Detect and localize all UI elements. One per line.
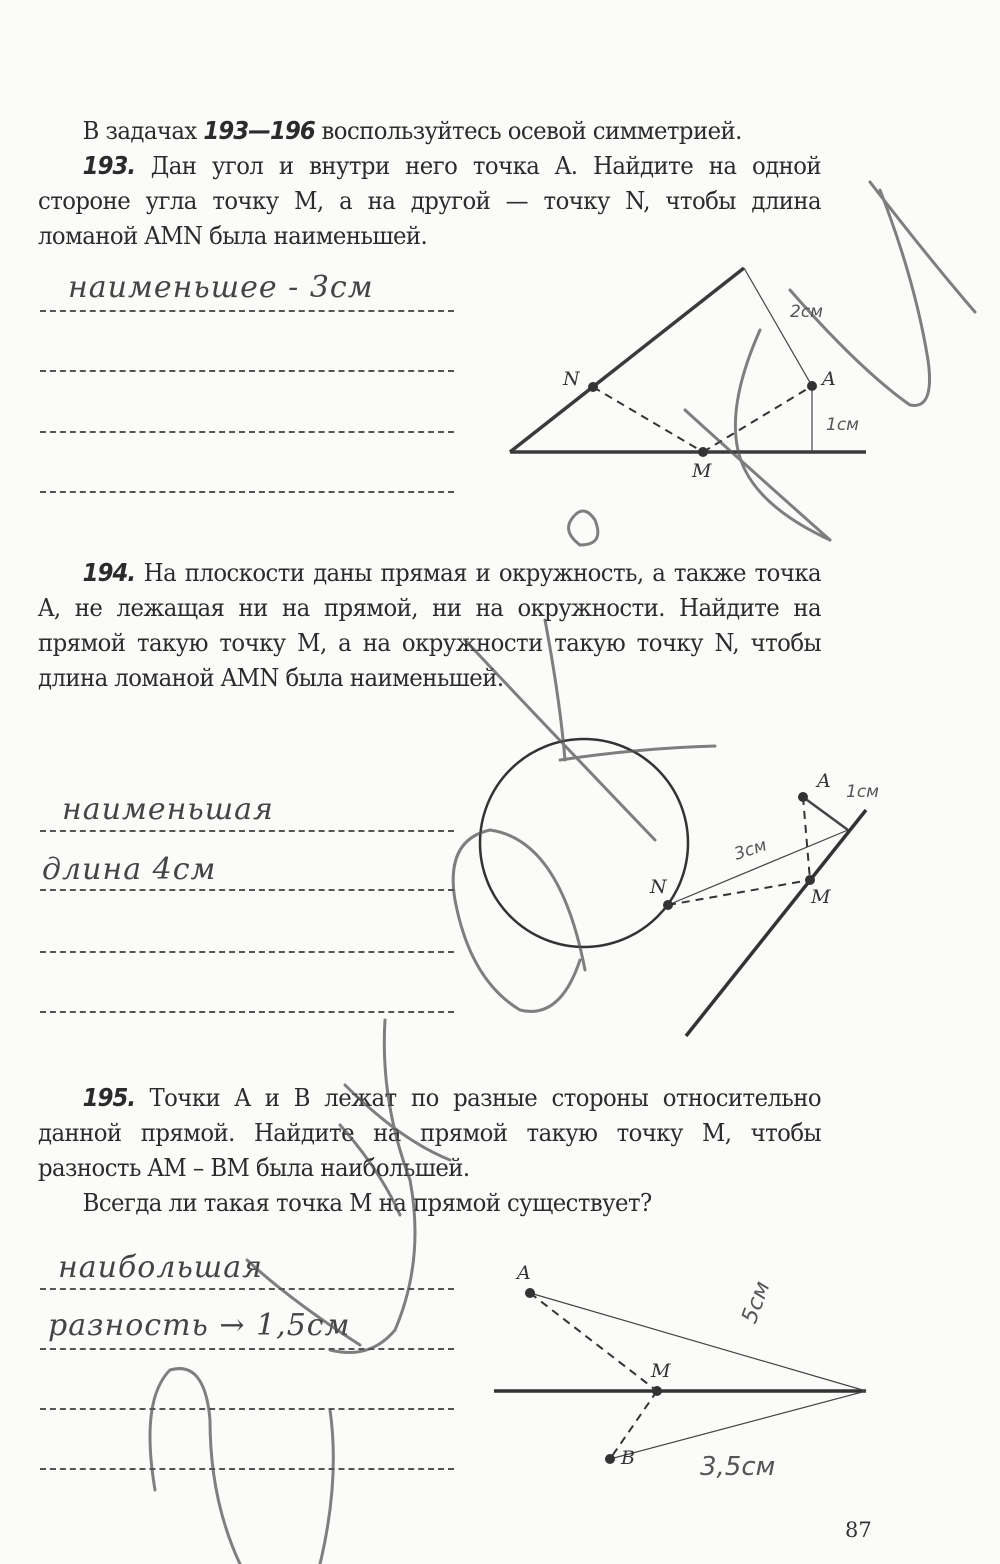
handwritten-answer: длина 4см bbox=[42, 852, 217, 887]
note-5cm: 5см bbox=[737, 1278, 776, 1327]
problem-text: Дан угол и внутри него точка A. Найдите на одной стороне угла точку M, а на другой — точку N, чтобы длина ломаной AMN была наименьшей. bbox=[38, 151, 822, 250]
problem-text: Точки A и B лежат по разные стороны относительно данной прямой. Найдите на прямой такую точку M, чтобы разность AM – BM была наибольшей. bbox=[38, 1083, 822, 1182]
problem-195-question: Всегда ли такая точка M на прямой существует? bbox=[82, 1188, 652, 1217]
note-3cm: 3см bbox=[731, 835, 770, 865]
handwritten-answer: наибольшая bbox=[58, 1250, 263, 1285]
handwritten-answer: разность → 1,5см bbox=[48, 1308, 351, 1343]
label-B: B bbox=[621, 1447, 635, 1469]
label-N: N bbox=[650, 876, 667, 898]
label-A: A bbox=[817, 770, 831, 792]
note-3-5cm: 3,5см bbox=[700, 1452, 776, 1482]
page-number: 87 bbox=[845, 1518, 872, 1542]
label-A: A bbox=[517, 1262, 531, 1284]
label-M: M bbox=[811, 886, 831, 908]
note-1cm: 1см bbox=[826, 415, 859, 435]
label-M: M bbox=[651, 1360, 671, 1382]
problem-number: 194. bbox=[82, 558, 136, 587]
intro-suffix: воспользуйтесь осевой симметрией. bbox=[314, 116, 742, 145]
handwritten-answer: наименьшее - 3см bbox=[68, 270, 374, 305]
intro-prefix: В задачах bbox=[82, 116, 204, 145]
intro-range: 193—196 bbox=[203, 116, 315, 145]
label-N: N bbox=[563, 368, 580, 390]
label-M: M bbox=[692, 460, 712, 482]
problem-number: 195. bbox=[82, 1083, 136, 1112]
handwritten-answer: наименьшая bbox=[62, 792, 274, 827]
label-A: A bbox=[822, 368, 836, 390]
problem-text: На плоскости даны прямая и окружность, а также точка A, не лежащая ни на прямой, ни на окружности. Найдите на прямой такую точку M, а на окружности такую точку N, чтобы длина ломаной AMN была наименьшей. bbox=[38, 558, 822, 692]
problem-number: 193. bbox=[82, 151, 136, 180]
note-1cm: 1см bbox=[846, 782, 879, 802]
note-2cm: 2см bbox=[790, 302, 823, 322]
